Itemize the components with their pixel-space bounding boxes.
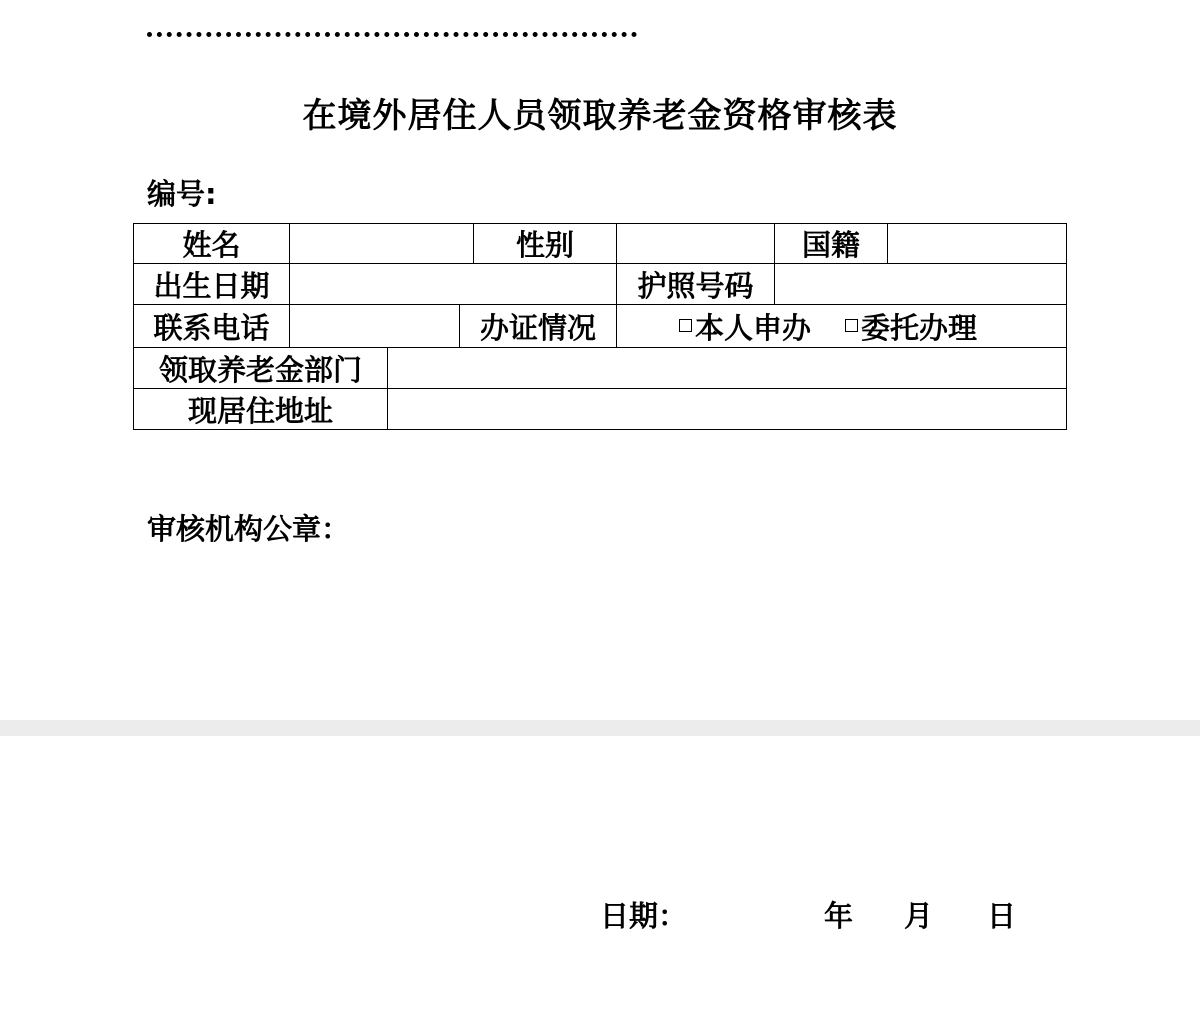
nationality-label: 国籍 — [775, 224, 888, 263]
form-row-pension-dept — [133, 348, 1067, 389]
processing-options — [617, 305, 1066, 347]
document-title: 在境外居住人员领取养老金资格审核表 — [302, 96, 898, 136]
page-two — [0, 736, 1200, 1033]
processing-label: 办证情况 — [460, 305, 617, 347]
form-row-address — [133, 389, 1067, 430]
option-self-apply[interactable] — [679, 306, 811, 347]
phone-field[interactable] — [290, 305, 460, 347]
date-year: 年 — [824, 899, 854, 933]
nationality-field[interactable] — [888, 224, 1066, 263]
name-field[interactable] — [290, 224, 474, 263]
option-entrusted[interactable] — [845, 306, 977, 347]
gender-field[interactable] — [617, 224, 775, 263]
review-agency-seal-label: 审核机构公章： — [147, 512, 351, 546]
dotted-separator — [147, 32, 637, 37]
page-break — [0, 720, 1200, 736]
entrusted-checkbox[interactable] — [845, 319, 858, 332]
birthdate-field[interactable] — [290, 264, 617, 304]
form-row-birthdate — [133, 264, 1067, 305]
form-row-name — [133, 223, 1067, 264]
address-field[interactable] — [388, 389, 1066, 429]
self-apply-checkbox[interactable] — [679, 319, 692, 332]
serial-number-label: 编号: — [147, 177, 217, 211]
date-month: 月 — [904, 899, 934, 933]
entrusted-label: 委托办理 — [861, 310, 978, 345]
birthdate-label: 出生日期 — [134, 264, 290, 304]
date-label: 日期： — [600, 899, 688, 933]
phone-label: 联系电话 — [134, 305, 290, 347]
name-label: 姓名 — [134, 224, 290, 263]
date-day: 日 — [987, 899, 1017, 933]
self-apply-label: 本人申办 — [695, 310, 812, 345]
qualification-form-table — [133, 223, 1067, 430]
form-row-phone — [133, 305, 1067, 348]
passport-label: 护照号码 — [617, 264, 775, 304]
gender-label: 性别 — [474, 224, 617, 263]
passport-field[interactable] — [775, 264, 1066, 304]
address-label: 现居住地址 — [134, 389, 388, 429]
pension-dept-label: 领取养老金部门 — [134, 348, 388, 388]
pension-dept-field[interactable] — [388, 348, 1066, 388]
